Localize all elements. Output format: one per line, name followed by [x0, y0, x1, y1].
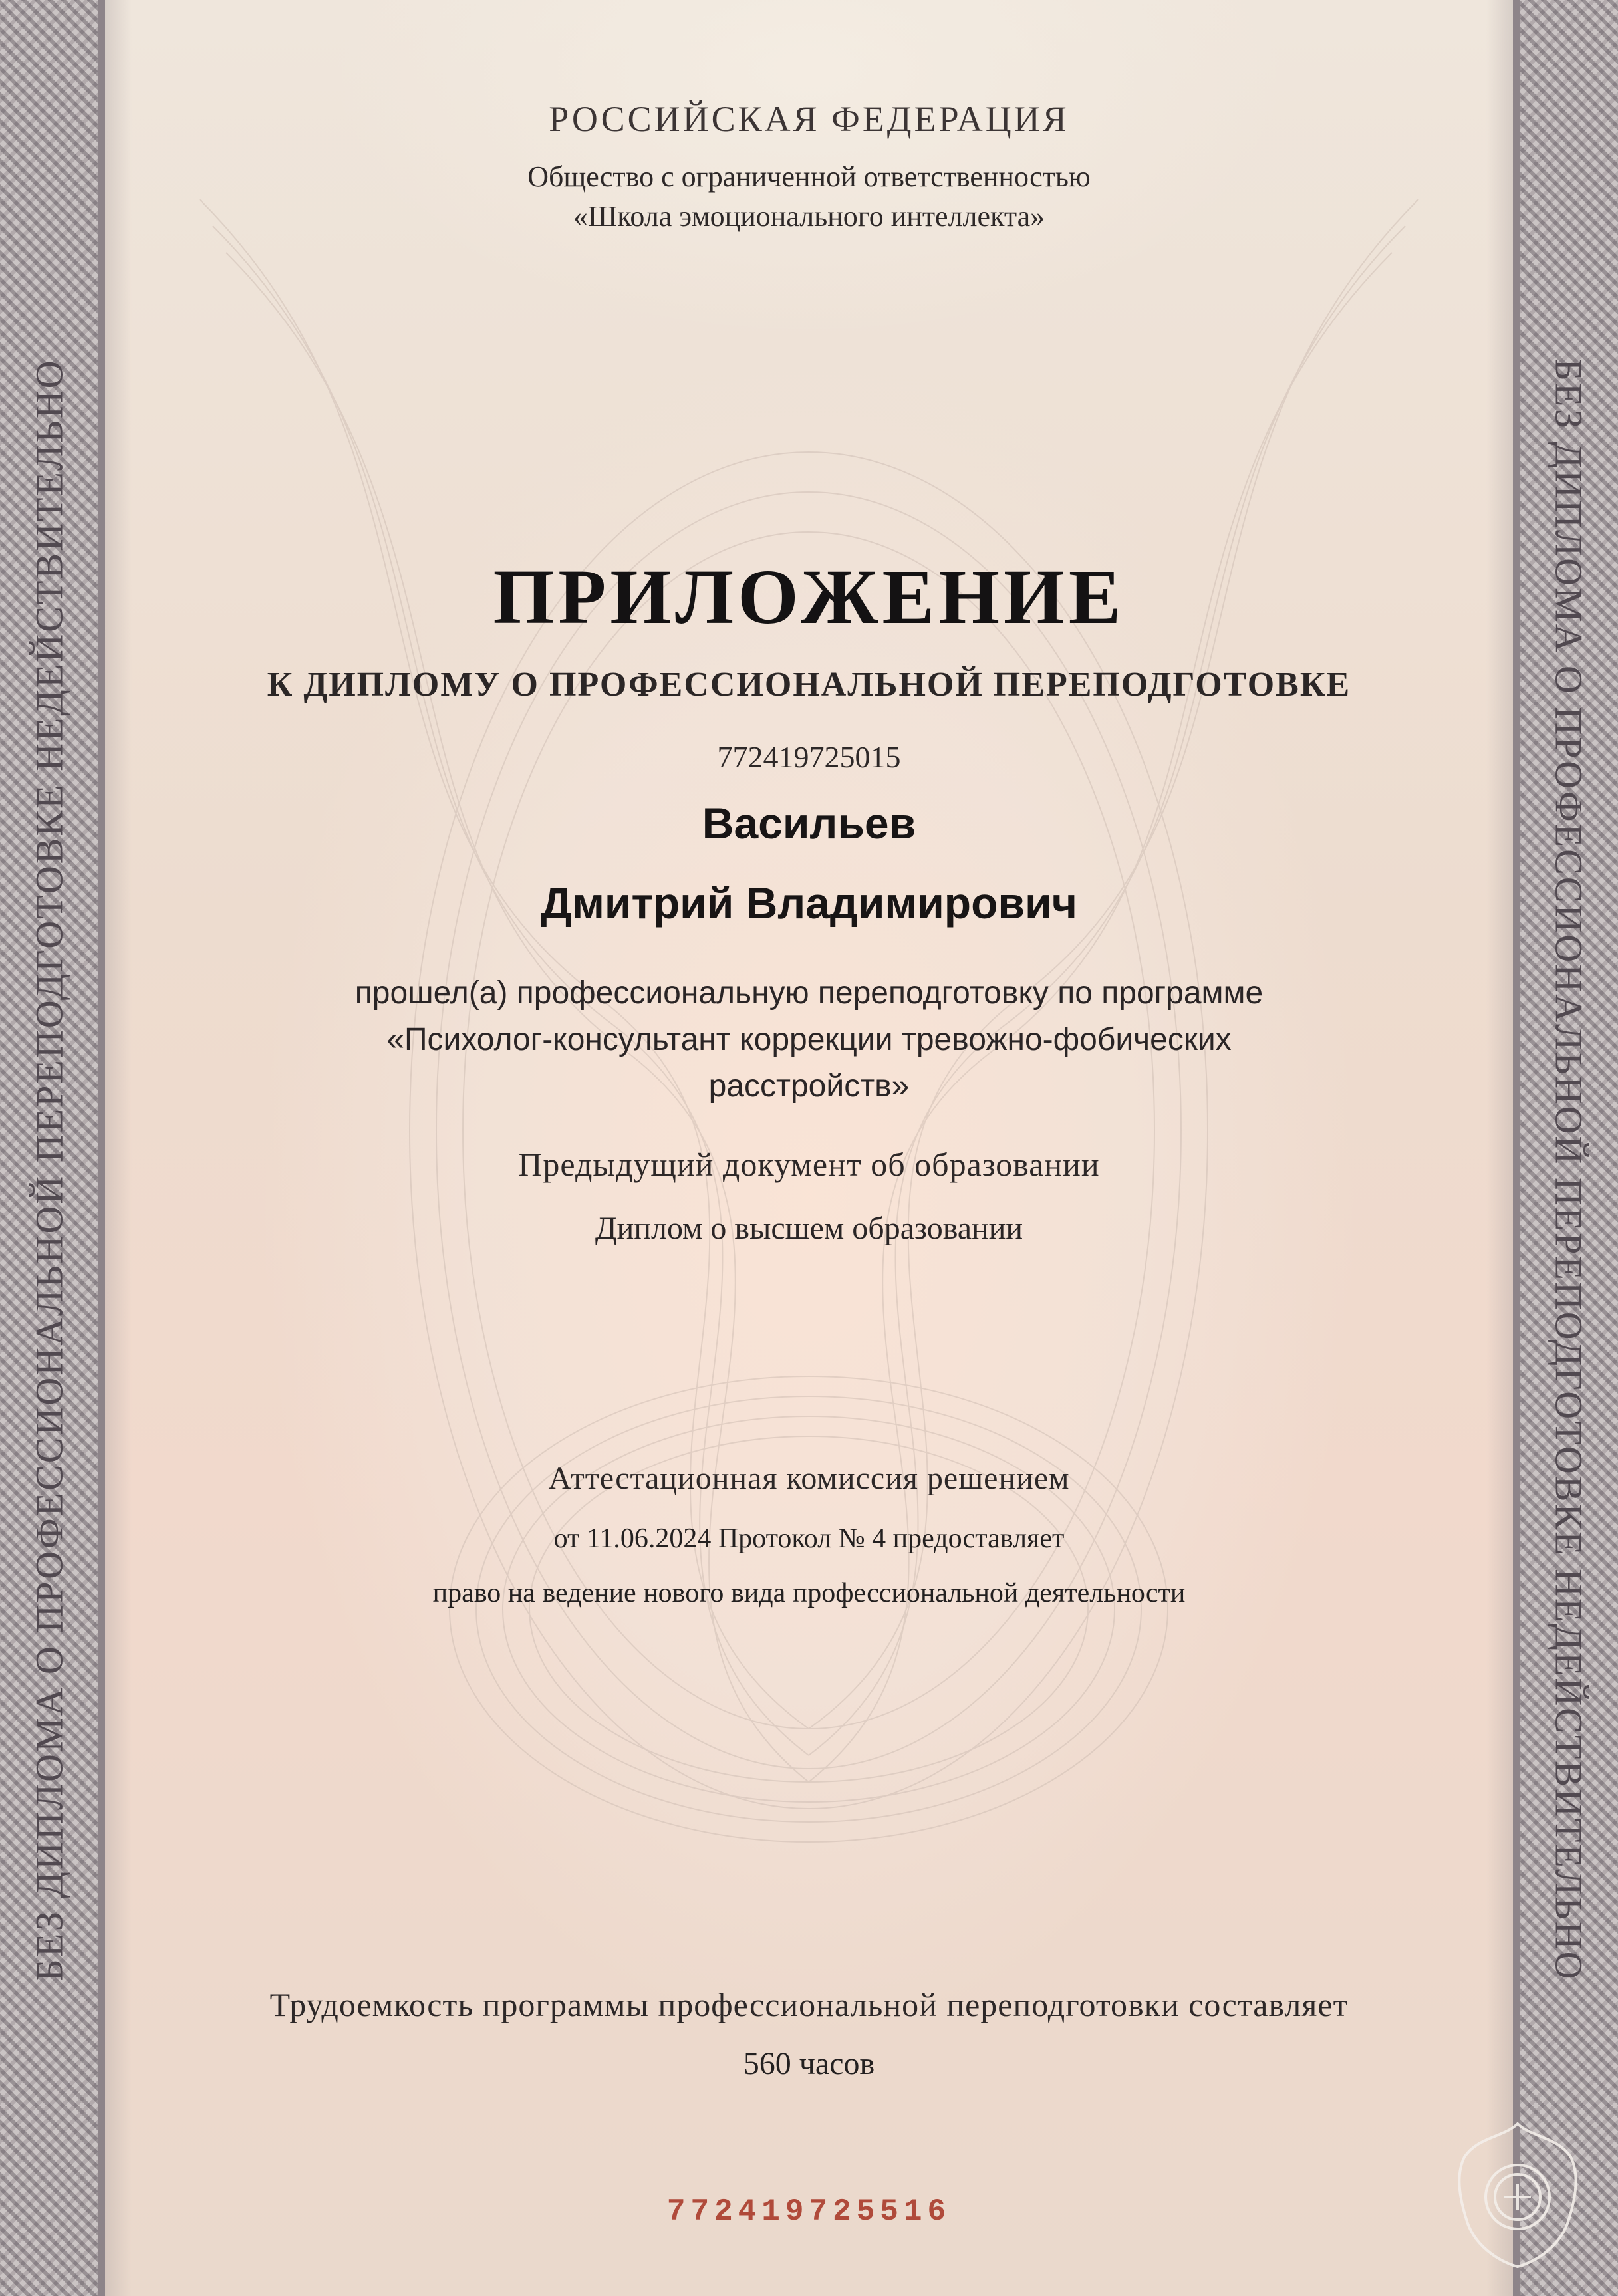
attestation-line-2: от 11.06.2024 Протокол № 4 предоставляет — [553, 1523, 1065, 1554]
attestation-line-3: право на ведение нового вида профессиональной деятельности — [432, 1578, 1186, 1608]
country-heading: РОССИЙСКАЯ ФЕДЕРАЦИЯ — [549, 99, 1069, 139]
previous-education-value: Диплом о высшем образовании — [595, 1211, 1023, 1246]
program-line-2: «Психолог-консультант коррекции тревожно-фобических — [386, 1022, 1232, 1057]
holder-surname: Васильев — [702, 799, 916, 848]
organization-name: «Школа эмоционального интеллекта» — [573, 200, 1045, 233]
holder-given-names: Дмитрий Владимирович — [541, 878, 1077, 928]
document-title: ПРИЛОЖЕНИЕ — [493, 553, 1125, 640]
program-line-3: расстройств» — [708, 1069, 910, 1104]
labor-intensity-text: Трудоемкость программы профессиональной переподготовки составляет — [269, 1986, 1349, 2023]
labor-hours: 560 часов — [743, 2046, 875, 2081]
diploma-number: 772419725015 — [717, 740, 901, 774]
form-serial-number: 772419725516 — [666, 2194, 952, 2229]
emblem-icon — [1451, 2117, 1584, 2270]
document-subtitle: К ДИПЛОМУ О ПРОФЕССИОНАЛЬНОЙ ПЕРЕПОДГОТОВКЕ — [267, 666, 1351, 703]
previous-education-label: Предыдущий документ об образовании — [518, 1146, 1100, 1183]
program-line-1: прошел(а) профессиональную переподготовку по программе — [354, 975, 1264, 1011]
organization-type: Общество с ограниченной ответственностью — [527, 160, 1091, 193]
right-side-notice: БЕЗ ДИПЛОМА О ПРОФЕССИОНАЛЬНОЙ ПЕРЕПОДГОТОВКЕ НЕДЕЙСТВИТЕЛЬНО — [1547, 358, 1591, 1981]
attestation-line-1: Аттестационная комиссия решением — [548, 1461, 1070, 1496]
left-side-notice: БЕЗ ДИПЛОМА О ПРОФЕССИОНАЛЬНОЙ ПЕРЕПОДГОТОВКЕ НЕДЕЙСТВИТЕЛЬНО — [27, 358, 71, 1981]
